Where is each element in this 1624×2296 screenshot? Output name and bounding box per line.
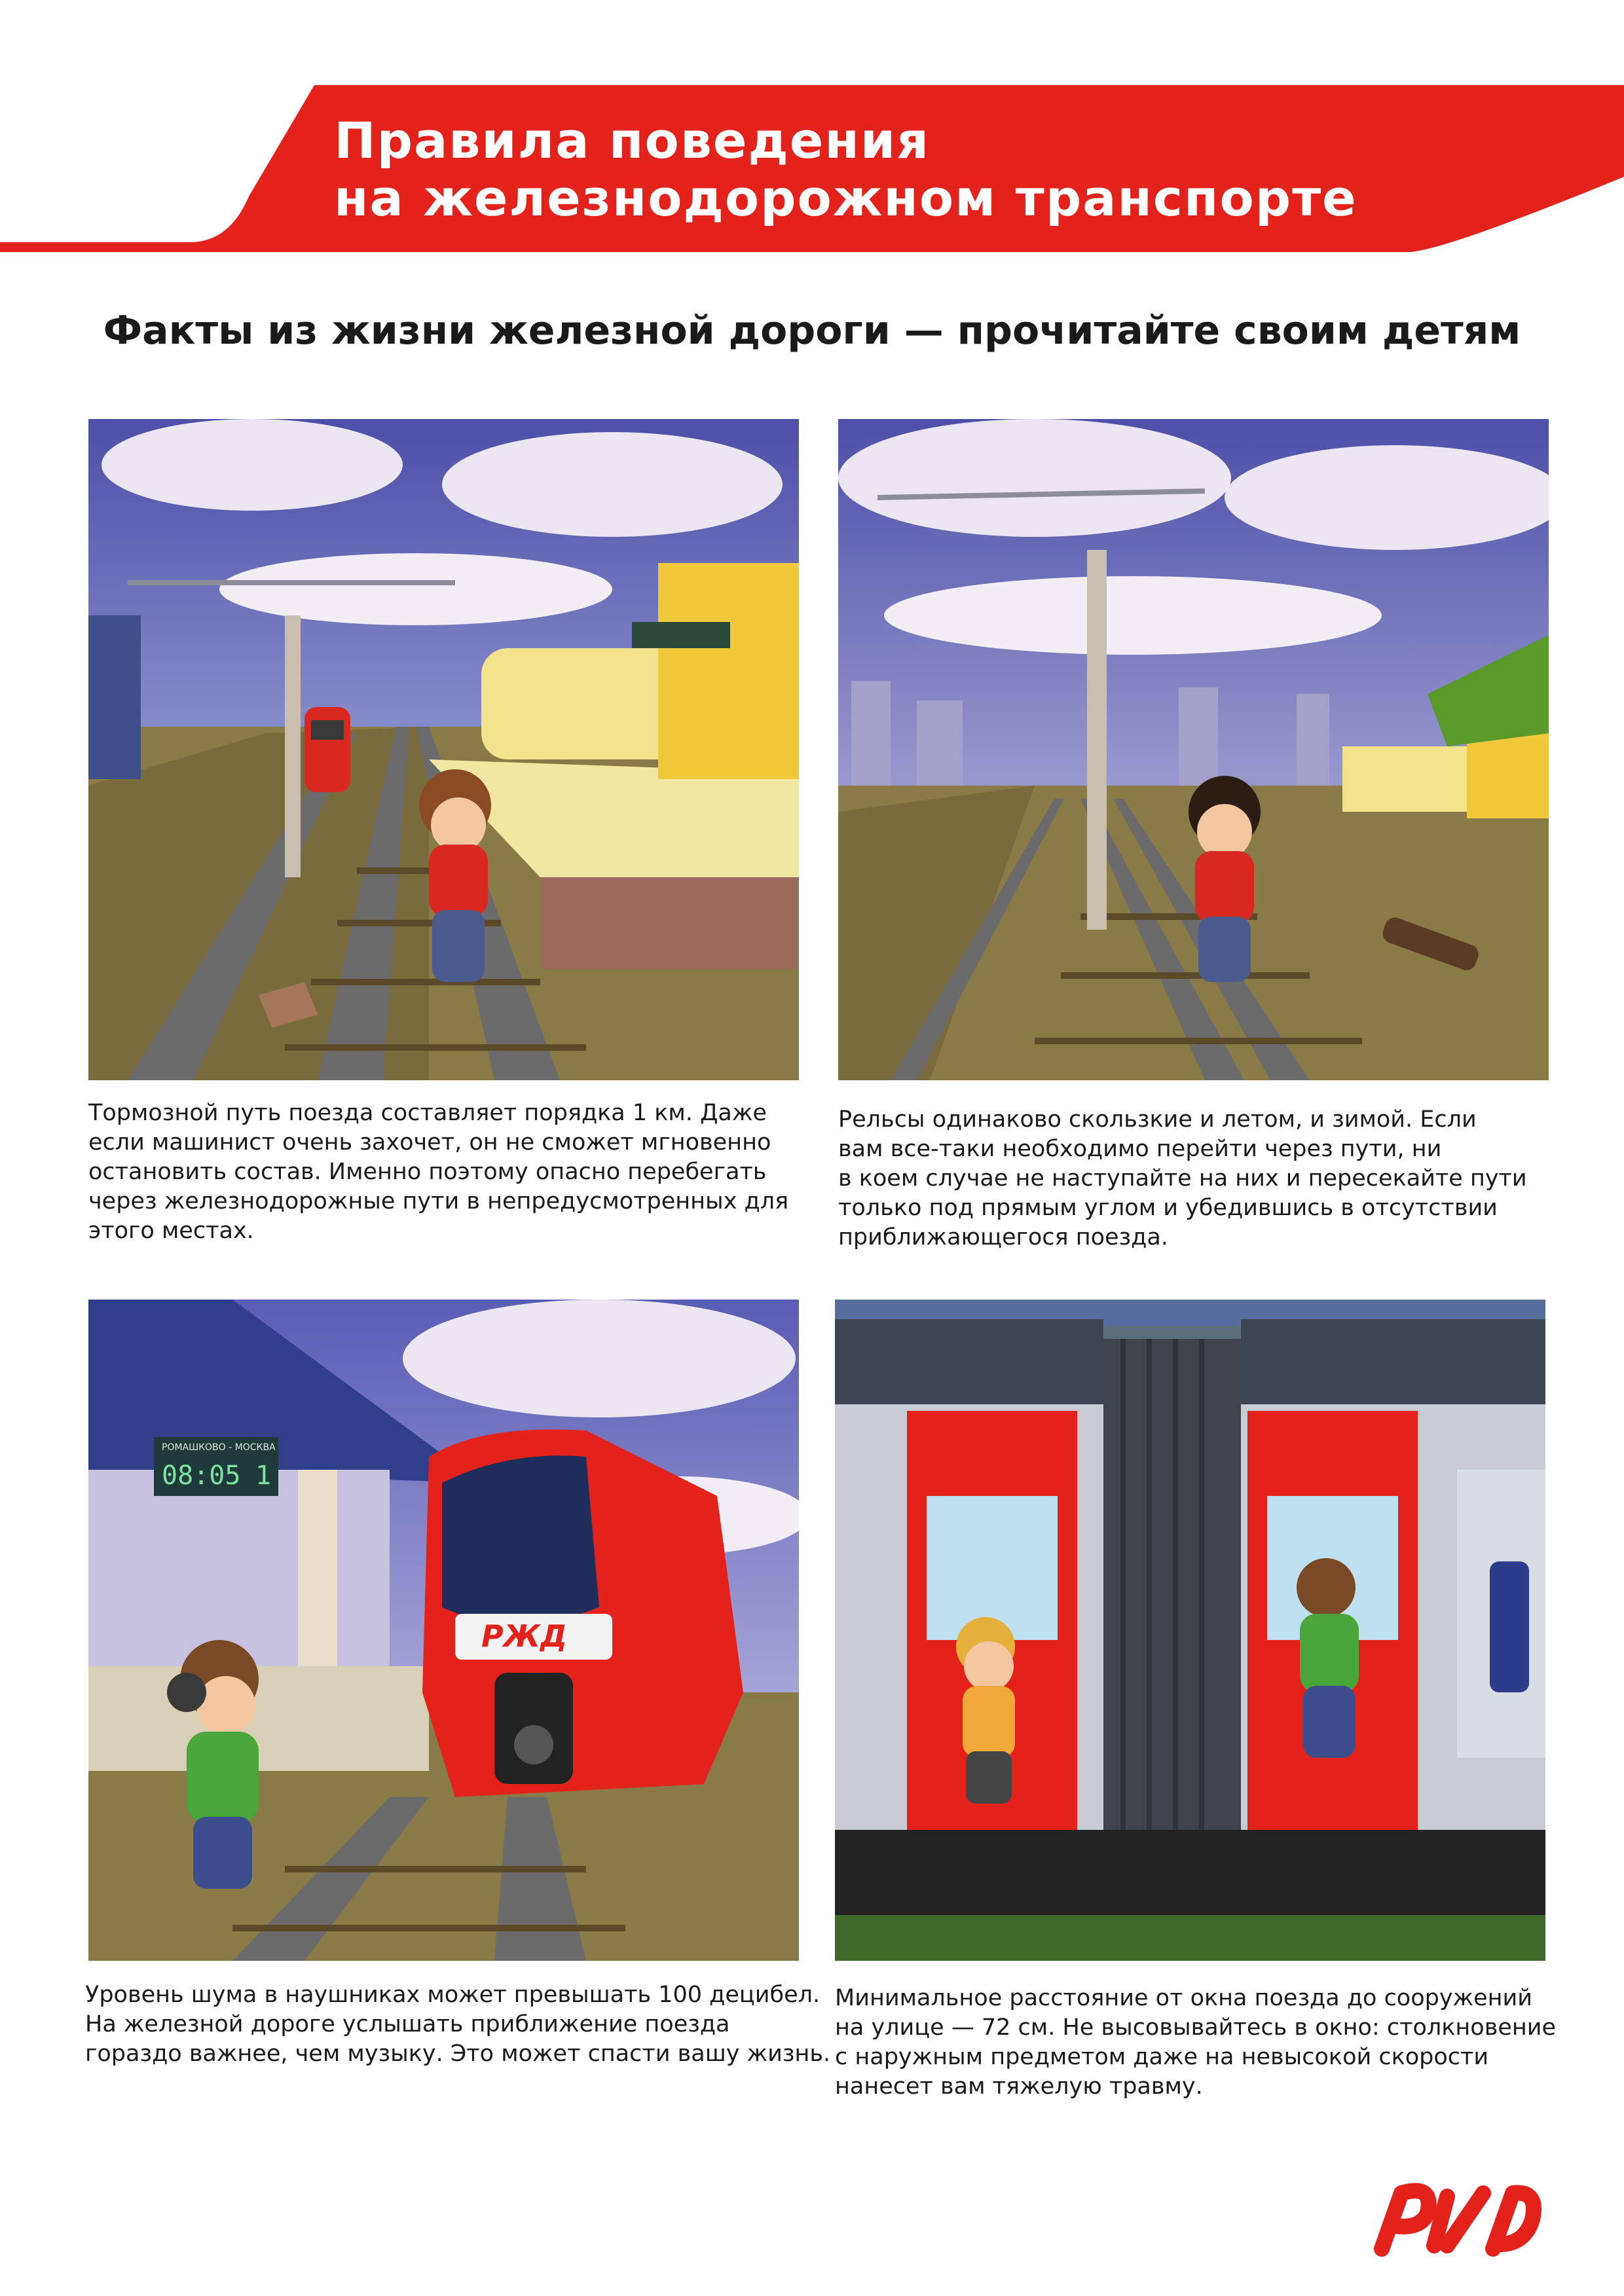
- caption-braking-distance: [88, 1099, 815, 1246]
- train-logo: РЖД: [481, 1618, 567, 1654]
- caption-line: гораздо важнее, чем музыку. Это может спасти вашу жизнь.: [85, 2041, 831, 2067]
- caption-line: только под прямым углом и убедившись в отсутствии: [838, 1195, 1498, 1221]
- illustration-train-windows: [835, 1300, 1545, 1961]
- illustration-boy-on-rails: [838, 419, 1549, 1080]
- caption-headphones-noise: [85, 1980, 831, 2069]
- caption-line: в коем случае не наступайте на них и пересекайте пути: [838, 1165, 1527, 1192]
- rzd-logo-icon: [1356, 2174, 1545, 2259]
- illustration-boy-headphones: [88, 1300, 799, 1961]
- caption-line: остановить состав. Именно поэтому опасно перебегать: [88, 1159, 767, 1185]
- page-title-line-1: Правила поведения: [334, 111, 930, 170]
- board-time: 08:05: [162, 1461, 241, 1491]
- caption-line: На железной дороге услышать приближение поезда: [85, 2011, 730, 2037]
- caption-slippery-rails: [838, 1105, 1565, 1252]
- caption-line: приближающегося поезда.: [838, 1224, 1168, 1250]
- caption-line: через железнодорожные пути в непредусмотренных для: [88, 1188, 789, 1214]
- page-title-line-2: на железнодорожном транспорте: [334, 169, 1357, 227]
- board-route: РОМАШКОВО - МОСКВА: [162, 1442, 276, 1453]
- caption-line: нанесет вам тяжелую травму.: [835, 2073, 1203, 2100]
- caption-line: Рельсы одинаково скользкие и летом, и зимой. Если: [838, 1106, 1477, 1133]
- page-subtitle: Факты из жизни железной дороги — прочитайте своим детям: [103, 308, 1521, 354]
- caption-line: этого местах.: [88, 1218, 254, 1244]
- caption-line: на улице — 72 см. Не высовывайтесь в окно: столкновение: [835, 2014, 1557, 2041]
- caption-line: с наружным предметом даже на невысокой скорости: [835, 2044, 1489, 2070]
- caption-line: Уровень шума в наушниках может превышать 100 децибел.: [85, 1982, 821, 2008]
- caption-window-distance: [835, 1984, 1562, 2102]
- caption-line: вам все-таки необходимо перейти через пути, ни: [838, 1136, 1442, 1162]
- illustration-boy-running: [88, 419, 799, 1080]
- caption-line: Тормозной путь поезда составляет порядка 1 км. Даже: [88, 1100, 767, 1126]
- caption-line: Минимальное расстояние от окна поезда до сооружений: [835, 1985, 1533, 2011]
- board-track: 1: [255, 1461, 272, 1491]
- caption-line: если машинист очень захочет, он не сможет мгновенно: [88, 1129, 771, 1156]
